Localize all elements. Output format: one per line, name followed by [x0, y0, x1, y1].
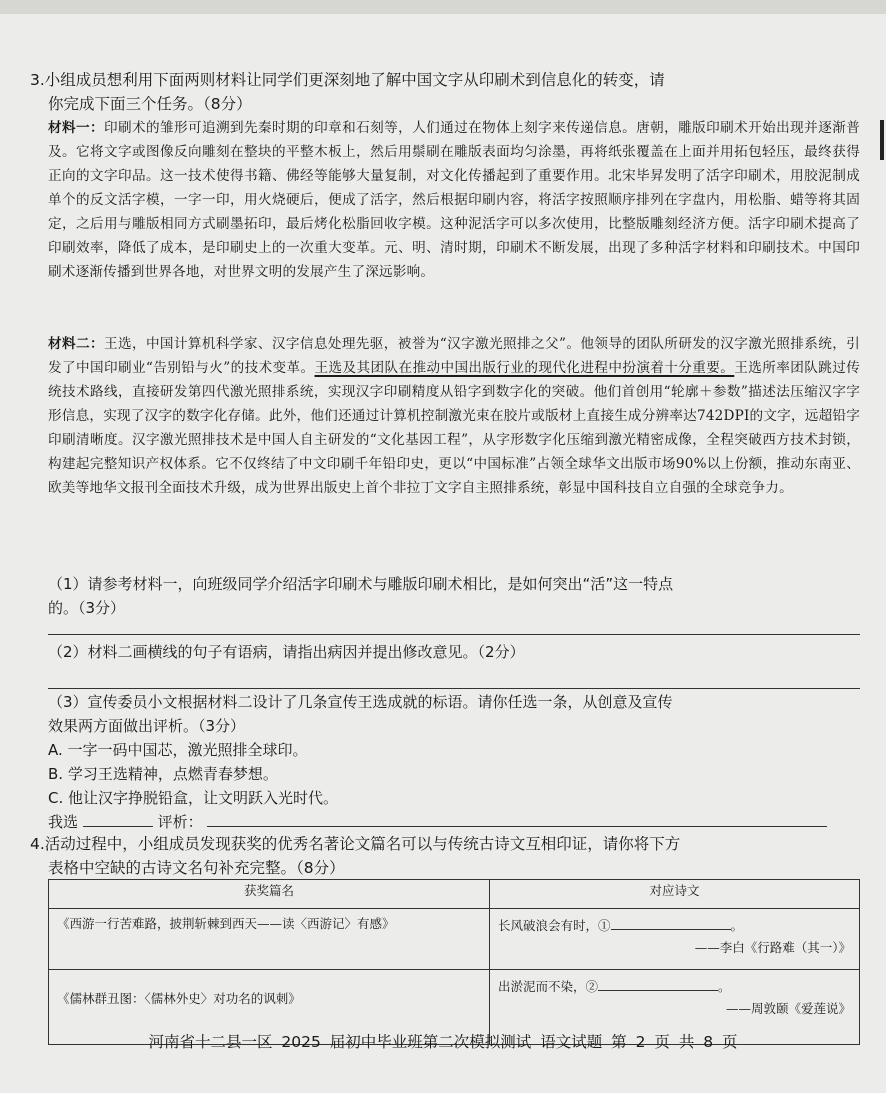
task-3-line2: 效果两方面做出评析。（3分）	[48, 717, 246, 735]
choice-blank[interactable]	[83, 810, 153, 827]
scan-top-edge	[0, 0, 886, 14]
task-1-line2: 的。（3分）	[48, 599, 126, 617]
task-2-answer-line[interactable]	[48, 688, 860, 689]
task-2: （2）材料二画横线的句子有语病，请指出病因并提出修改意见。（2分）	[48, 643, 525, 661]
task-3-line1: （3）宣传委员小文根据材料二设计了几条宣传王选成就的标语。请你任选一条，从创意及宣传	[48, 693, 673, 711]
poem-table	[48, 879, 860, 1045]
award-title-cell: 《儒林群丑图：〈儒林外史〉对功名的讽刺》	[49, 970, 490, 1045]
comment-label: 评析：	[157, 813, 203, 831]
award-title-cell: 《西游一行苦难路，披荆斩棘到西天——读〈西游记〉有感》	[49, 909, 490, 970]
material-one-label: 材料一：	[48, 120, 105, 136]
header-award-title: 获奖篇名	[49, 880, 490, 909]
choose-row	[48, 810, 860, 834]
poem-end: 。	[730, 918, 744, 933]
poem-cell	[490, 909, 860, 970]
page-footer	[0, 1030, 886, 1052]
material-two	[48, 332, 860, 500]
material-two-text-a: 王选，中国计算机科学家、汉字信息处理先驱，被誉为“汉字激光照排之父”。他领导的团队所研发的汉字激光照排系统，引发了中国印刷业“告别铅与火”的技术变革。	[48, 336, 860, 376]
task-1-line1: （1）请参考材料一，向班级同学介绍活字印刷术与雕版印刷术相比，是如何突出“活”这一特点	[48, 575, 674, 593]
table-header-row	[49, 880, 860, 909]
choose-label: 我选	[48, 813, 79, 831]
poem-author: ——李白《行路难（其一）》	[694, 940, 851, 955]
table-row	[49, 909, 860, 970]
material-one-text: 印刷术的雏形可追溯到先秦时期的印章和石刻等，人们通过在物体上刻字来传递信息。唐朝，雕版印刷术开始出现并逐渐普及。它将文字或图像反向雕刻在整块的平整木板上，然后用鬃刷在雕版表面均匀涂墨，再将纸张覆盖在上面并用拓包轻压，最终获得正向的文字印品。这一技术使得书籍、佛经等能够大量复制，对文化传播起到了重要作用。北宋毕昇发明了活字印刷术，用胶泥制成单个的反文活字模，一字一印，用火烧硬后，便成了活字，然后根据印刷内容，将活字按照顺序排列在字盘内，用松脂、蜡等将其固定，之后用与雕版相同方式刷墨拓印，最后烤化松脂回收字模。这种泥活字可以多次使用，比整版雕刻经济方便。活字印刷术提高了印刷效率，降低了成本，是印刷史上的一次重大变革。元、明、清时期，印刷术不断发展，出现了多种活字材料和印刷技术。中国印刷术逐渐传播到世界各地，对世界文明的发展产生了深远影响。	[48, 120, 860, 280]
q3-number: 3.	[30, 71, 45, 89]
q3-stem	[30, 68, 860, 116]
q4-stem-line2: 表格中空缺的古诗文名句补充完整。（8分）	[48, 859, 345, 877]
footer-total: 共 8 页	[678, 1033, 738, 1051]
task-3	[48, 690, 860, 738]
poem-author: ——周敦颐《爱莲说》	[725, 1001, 851, 1016]
poem-line: 长风破浪会有时，①	[498, 918, 611, 933]
slogan-option-c: C. 他让汉字挣脱铅盒，让文明跃入光时代。	[48, 789, 339, 807]
poem-blank-1[interactable]	[611, 913, 731, 930]
material-one	[48, 116, 860, 284]
task-1-answer-line[interactable]	[48, 634, 860, 635]
footer-subject: 语文试题	[540, 1033, 603, 1051]
poem-end: 。	[718, 979, 731, 994]
poem-blank-2[interactable]	[598, 974, 718, 991]
material-two-underlined-sentence: 王选及其团队在推动中国出版行业的现代化进程中扮演着十分重要。	[314, 360, 735, 376]
scan-edge-mark	[880, 120, 884, 160]
material-two-text-b: 王选所率团队跳过传统技术路线，直接研发第四代激光照排系统，实现汉字印刷精度从铅字到数字化的突破。他们首创用“轮廓＋参数”描述法压缩汉字字形信息，实现了汉字的数字化存储。此外，他们还通过计算机控制激光束在胶片或版材上直接生成分辨率达742DPI的文字，远超铅字印刷清晰度。汉字激光照排技术是中国人自主研发的“文化基因工程”，从字形数字化压缩到激光精密成像，全程突破西方技术封锁，构建起完整知识产权体系。它不仅终结了中文印刷千年铅印史，更以“中国标准”占领全球华文出版市场90%以上份额，推动东南亚、欧美等地华文报刊全面技术升级，成为世界出版史上首个非拉丁文字自主照排系统，彰显中国科技自立自强的全球竞争力。	[48, 360, 860, 496]
poem-line: 出淤泥而不染，②	[498, 979, 599, 994]
q4-stem-line1: 活动过程中，小组成员发现获奖的优秀名著论文篇名可以与传统古诗文互相印证，请你将下方	[44, 835, 681, 853]
task-1	[48, 572, 860, 620]
comment-blank[interactable]	[207, 810, 827, 827]
q3-stem-line2: 你完成下面三个任务。（8分）	[48, 95, 252, 113]
footer-exam: 河南省十二县一区 2025 届初中毕业班第二次模拟测试	[148, 1033, 532, 1051]
material-two-label: 材料二：	[48, 336, 104, 352]
q3-stem-line1: 小组成员想利用下面两则材料让同学们更深刻地了解中国文字从印刷术到信息化的转变，请	[44, 71, 665, 89]
slogan-option-b: B. 学习王选精神，点燃青春梦想。	[48, 765, 278, 783]
q4-stem	[30, 832, 860, 880]
q4-number: 4.	[30, 835, 45, 853]
header-poem: 对应诗文	[490, 880, 860, 909]
footer-page: 第 2 页	[611, 1033, 670, 1051]
slogan-option-a: A. 一字一码中国芯，激光照排全球印。	[48, 741, 308, 759]
